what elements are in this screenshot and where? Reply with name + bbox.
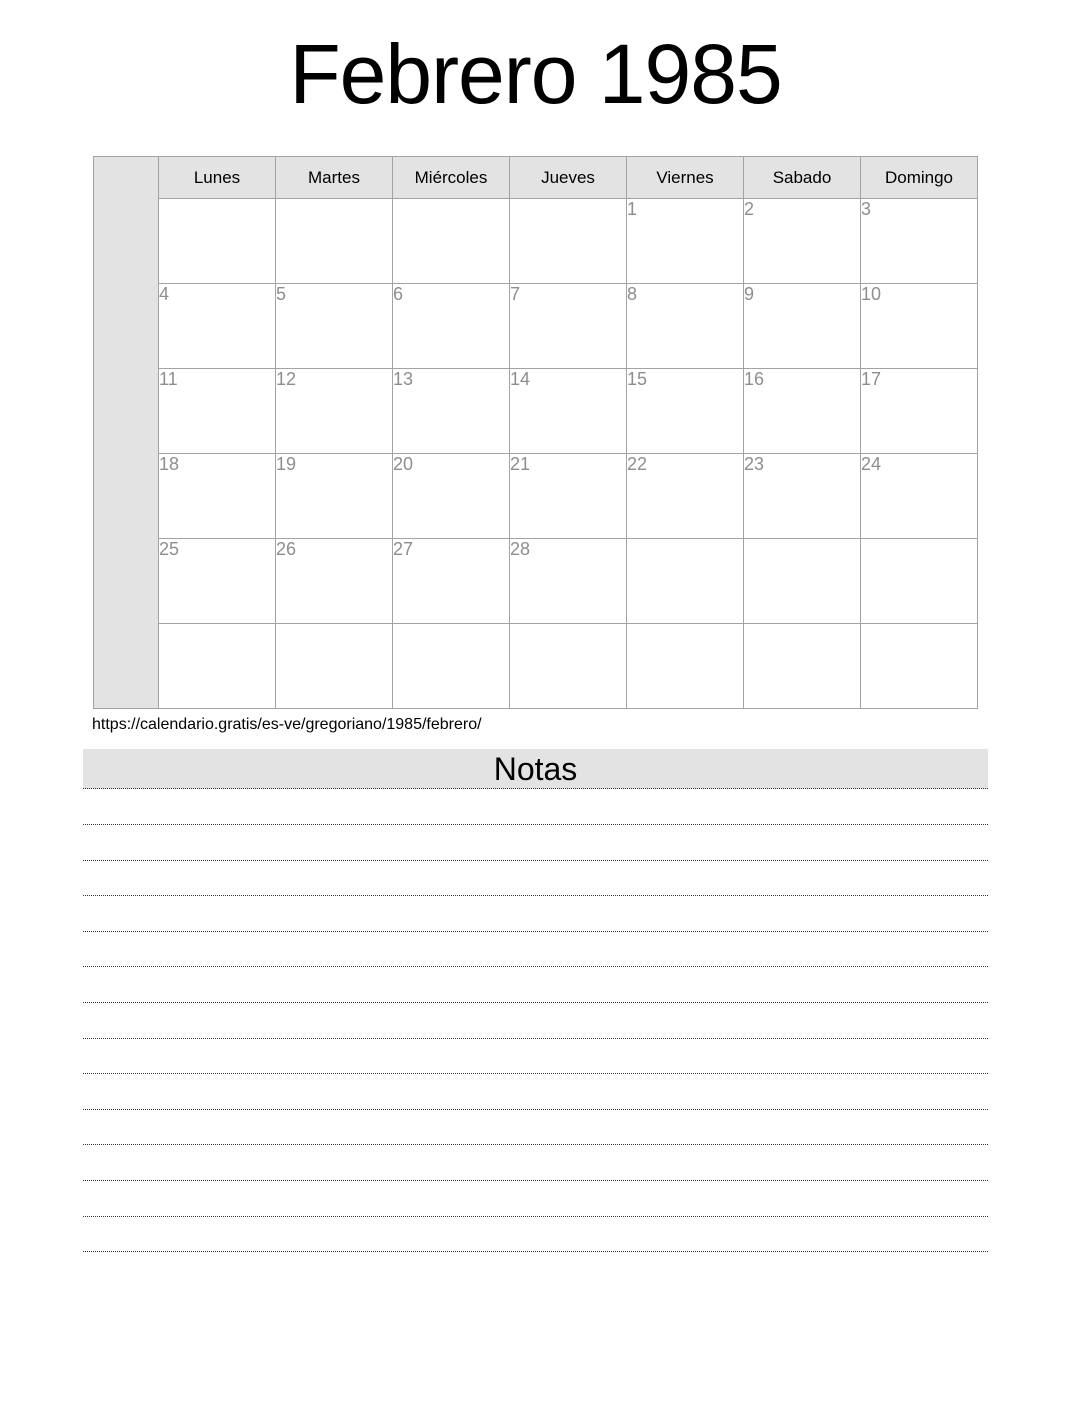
calendar-table (93, 156, 978, 709)
notes-line (83, 932, 988, 968)
notes-line (83, 1145, 988, 1181)
day-cell: 26 (276, 539, 393, 624)
day-cell: 8 (627, 284, 744, 369)
day-cell (861, 539, 978, 624)
day-cell: 14 (510, 369, 627, 454)
day-cell (276, 199, 393, 284)
notes-line (83, 789, 988, 825)
notes-line (83, 967, 988, 1003)
weekday-header-jueves: Jueves (510, 157, 627, 199)
day-cell: 9 (744, 284, 861, 369)
day-cell: 4 (159, 284, 276, 369)
calendar-header-row (94, 157, 978, 199)
day-cell: 6 (393, 284, 510, 369)
day-cell (159, 199, 276, 284)
day-cell: 1 (627, 199, 744, 284)
weekday-header-miercoles: Miércoles (393, 157, 510, 199)
calendar-week-row-3 (94, 369, 978, 454)
calendar-week-row-2 (94, 284, 978, 369)
day-cell: 27 (393, 539, 510, 624)
day-cell (744, 624, 861, 709)
day-cell (627, 624, 744, 709)
notes-line (83, 1003, 988, 1039)
day-cell: 10 (861, 284, 978, 369)
calendar-week-row-1 (94, 199, 978, 284)
day-cell (744, 539, 861, 624)
day-cell: 20 (393, 454, 510, 539)
notes-line (83, 825, 988, 861)
notes-line (83, 1110, 988, 1146)
day-cell (510, 199, 627, 284)
day-cell: 16 (744, 369, 861, 454)
notes-line (83, 1039, 988, 1075)
calendar-week-row-5 (94, 539, 978, 624)
day-cell: 7 (510, 284, 627, 369)
day-cell: 22 (627, 454, 744, 539)
page-title: Febrero 1985 (289, 27, 782, 121)
day-cell: 3 (861, 199, 978, 284)
day-cell (276, 624, 393, 709)
notes-line (83, 1181, 988, 1217)
day-cell (510, 624, 627, 709)
day-cell: 19 (276, 454, 393, 539)
day-cell (627, 539, 744, 624)
notes-heading: Notas (83, 749, 988, 789)
weekday-header-sabado: Sabado (744, 157, 861, 199)
day-cell: 24 (861, 454, 978, 539)
day-cell (861, 624, 978, 709)
weekday-header-lunes: Lunes (159, 157, 276, 199)
day-cell (393, 624, 510, 709)
weekday-header-domingo: Domingo (861, 157, 978, 199)
day-cell: 13 (393, 369, 510, 454)
day-cell (393, 199, 510, 284)
day-cell: 5 (276, 284, 393, 369)
notes-line (83, 861, 988, 897)
day-cell: 18 (159, 454, 276, 539)
day-cell: 21 (510, 454, 627, 539)
day-cell: 15 (627, 369, 744, 454)
calendar-week-row-6 (94, 624, 978, 709)
calendar-side-column (94, 157, 159, 709)
day-cell: 17 (861, 369, 978, 454)
notes-line (83, 1074, 988, 1110)
day-cell: 28 (510, 539, 627, 624)
notes-section (83, 749, 988, 1252)
day-cell: 11 (159, 369, 276, 454)
day-cell: 23 (744, 454, 861, 539)
day-cell: 25 (159, 539, 276, 624)
notes-line (83, 1217, 988, 1253)
day-cell: 12 (276, 369, 393, 454)
day-cell: 2 (744, 199, 861, 284)
source-url: https://calendario.gratis/es-ve/gregoriano/1985/febrero/ (92, 716, 482, 734)
weekday-header-martes: Martes (276, 157, 393, 199)
calendar-week-row-4 (94, 454, 978, 539)
weekday-header-viernes: Viernes (627, 157, 744, 199)
day-cell (159, 624, 276, 709)
notes-line (83, 896, 988, 932)
